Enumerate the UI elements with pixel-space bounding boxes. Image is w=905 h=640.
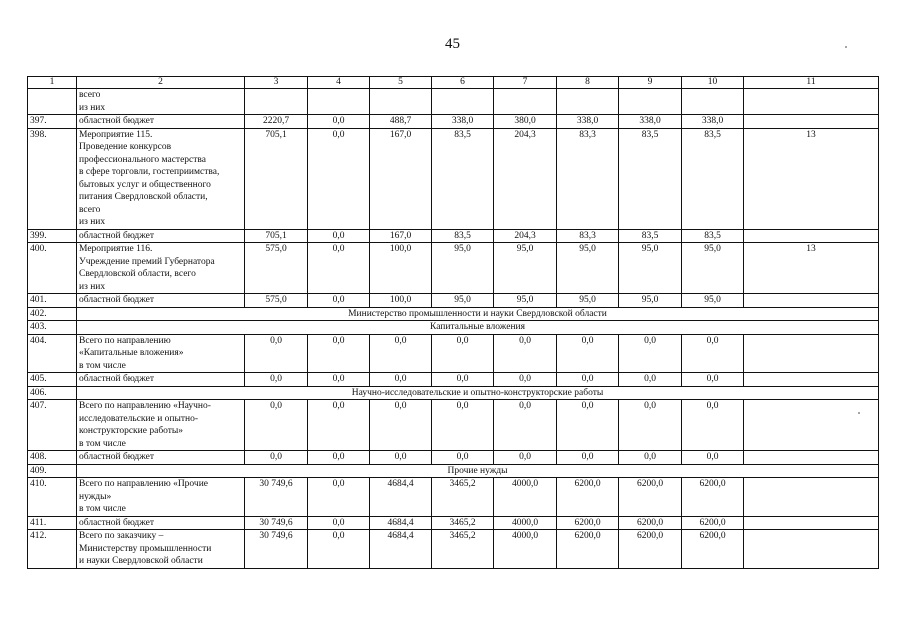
value-cell: 6200,0 <box>557 478 619 517</box>
value-cell: 95,0 <box>432 294 494 308</box>
table-row <box>28 128 879 229</box>
col11-cell <box>744 530 879 569</box>
value-cell: 6200,0 <box>682 478 744 517</box>
row-description <box>77 229 245 243</box>
value-cell: 338,0 <box>432 115 494 129</box>
value-cell: 0,0 <box>370 334 432 373</box>
description-line: в том числе <box>79 504 126 514</box>
value-cell: 6200,0 <box>682 530 744 569</box>
col-header: 5 <box>370 77 432 89</box>
row-number: 409. <box>28 464 77 478</box>
value-cell: 83,5 <box>432 229 494 243</box>
row-description <box>77 243 245 294</box>
col11-cell <box>744 400 879 451</box>
value-cell: 83,3 <box>557 128 619 229</box>
col11-cell: 13 <box>744 243 879 294</box>
value-cell: 0,0 <box>619 451 682 465</box>
value-cell: 204,3 <box>494 128 557 229</box>
row-description <box>77 451 245 465</box>
description-line: из них <box>79 281 106 292</box>
row-description <box>77 115 245 129</box>
value-cell: 0,0 <box>682 400 744 451</box>
description-line: Мероприятие 115. <box>79 129 153 140</box>
table-row <box>28 478 879 517</box>
description-line: исследовательские и опытно- <box>79 413 199 424</box>
row-number: 411. <box>28 516 77 530</box>
description-line: и науки Свердловской области <box>79 556 203 566</box>
value-cell: 0,0 <box>432 400 494 451</box>
value-cell: 0,0 <box>370 373 432 387</box>
row-description <box>77 373 245 387</box>
col11-cell: 13 <box>744 128 879 229</box>
value-cell: 4000,0 <box>494 516 557 530</box>
description-line: из них <box>79 217 106 227</box>
value-cell: 0,0 <box>308 229 370 243</box>
section-row <box>28 386 879 400</box>
value-cell: 338,0 <box>557 115 619 129</box>
description-line: Проведение конкурсов <box>79 142 172 152</box>
table-row <box>28 516 879 530</box>
value-cell: 0,0 <box>557 451 619 465</box>
value-cell <box>494 89 557 115</box>
value-cell: 0,0 <box>308 516 370 530</box>
value-cell: 0,0 <box>494 334 557 373</box>
col-header: 3 <box>245 77 308 89</box>
col-header: 8 <box>557 77 619 89</box>
row-description <box>77 400 245 451</box>
row-description <box>77 530 245 569</box>
row-description <box>77 294 245 308</box>
value-cell: 83,5 <box>432 128 494 229</box>
value-cell: 6200,0 <box>619 530 682 569</box>
table-row <box>28 115 879 129</box>
col-header: 1 <box>28 77 77 89</box>
row-number: 400. <box>28 243 77 294</box>
section-row <box>28 307 879 321</box>
description-line: в том числе <box>79 360 126 371</box>
value-cell: 0,0 <box>682 334 744 373</box>
value-cell: 95,0 <box>494 294 557 308</box>
value-cell <box>619 89 682 115</box>
value-cell: 338,0 <box>682 115 744 129</box>
scan-speck <box>858 412 860 414</box>
col-header: 11 <box>744 77 879 89</box>
table-row <box>28 89 879 115</box>
description-line: бытовых услуг и общественного <box>79 179 211 190</box>
row-description <box>77 334 245 373</box>
col11-cell <box>744 229 879 243</box>
value-cell: 167,0 <box>370 229 432 243</box>
col11-cell <box>744 334 879 373</box>
value-cell: 100,0 <box>370 294 432 308</box>
value-cell: 0,0 <box>245 334 308 373</box>
col11-cell <box>744 294 879 308</box>
table-row <box>28 530 879 569</box>
section-row <box>28 464 879 478</box>
description-line: конструкторские работы» <box>79 426 184 436</box>
table-row <box>28 400 879 451</box>
value-cell: 0,0 <box>557 373 619 387</box>
value-cell: 0,0 <box>494 400 557 451</box>
row-number: 406. <box>28 386 77 400</box>
description-line: областной бюджет <box>79 452 155 462</box>
row-number: 405. <box>28 373 77 387</box>
value-cell: 3465,2 <box>432 516 494 530</box>
description-line: областной бюджет <box>79 517 155 528</box>
col-header: 2 <box>77 77 245 89</box>
value-cell: 100,0 <box>370 243 432 294</box>
value-cell: 0,0 <box>619 400 682 451</box>
section-title: Прочие нужды <box>77 464 879 478</box>
value-cell: 4000,0 <box>494 478 557 517</box>
value-cell: 95,0 <box>557 243 619 294</box>
col11-cell <box>744 478 879 517</box>
value-cell: 705,1 <box>245 229 308 243</box>
row-number: 404. <box>28 334 77 373</box>
description-line: в том числе <box>79 438 126 449</box>
value-cell: 30 749,6 <box>245 516 308 530</box>
value-cell: 83,5 <box>682 229 744 243</box>
value-cell: 95,0 <box>619 243 682 294</box>
value-cell <box>557 89 619 115</box>
value-cell: 575,0 <box>245 294 308 308</box>
value-cell: 167,0 <box>370 128 432 229</box>
description-line: областной бюджет <box>79 230 155 241</box>
value-cell: 30 749,6 <box>245 530 308 569</box>
value-cell: 0,0 <box>432 373 494 387</box>
value-cell: 83,3 <box>557 229 619 243</box>
value-cell: 0,0 <box>432 451 494 465</box>
col-header: 4 <box>308 77 370 89</box>
value-cell: 204,3 <box>494 229 557 243</box>
value-cell: 575,0 <box>245 243 308 294</box>
description-line: питания Свердловской области, <box>79 192 208 202</box>
row-number: 408. <box>28 451 77 465</box>
description-line: областной бюджет <box>79 116 155 126</box>
section-title: Министерство промышленности и науки Свердловской области <box>77 307 879 321</box>
value-cell <box>432 89 494 115</box>
description-line: Всего по заказчику – <box>79 531 164 541</box>
value-cell: 0,0 <box>308 334 370 373</box>
value-cell: 4000,0 <box>494 530 557 569</box>
description-line: профессионального мастерства <box>79 154 206 165</box>
value-cell: 0,0 <box>557 334 619 373</box>
value-cell: 0,0 <box>308 478 370 517</box>
value-cell: 0,0 <box>682 451 744 465</box>
description-line: Всего по направлению <box>79 335 171 346</box>
row-number: 410. <box>28 478 77 517</box>
row-number <box>28 89 77 115</box>
value-cell: 30 749,6 <box>245 478 308 517</box>
value-cell: 6200,0 <box>557 530 619 569</box>
table-row <box>28 451 879 465</box>
value-cell: 0,0 <box>432 334 494 373</box>
value-cell: 6200,0 <box>557 516 619 530</box>
col-header: 9 <box>619 77 682 89</box>
value-cell: 0,0 <box>308 294 370 308</box>
value-cell: 95,0 <box>682 243 744 294</box>
row-number: 402. <box>28 307 77 321</box>
section-title: Научно-исследовательские и опытно-конструкторские работы <box>77 386 879 400</box>
value-cell: 0,0 <box>308 115 370 129</box>
table-row <box>28 373 879 387</box>
page-number: 45 <box>445 36 460 52</box>
value-cell: 0,0 <box>308 243 370 294</box>
description-line: из них <box>79 102 106 113</box>
section-title: Капитальные вложения <box>77 321 879 335</box>
description-line: «Капитальные вложения» <box>79 348 184 358</box>
table-row <box>28 334 879 373</box>
value-cell: 4684,4 <box>370 530 432 569</box>
value-cell: 6200,0 <box>619 516 682 530</box>
col11-cell <box>744 451 879 465</box>
col-header: 6 <box>432 77 494 89</box>
header-row <box>28 77 879 89</box>
value-cell: 0,0 <box>245 373 308 387</box>
description-line: Свердловской области, всего <box>79 269 196 279</box>
description-line: Министерству промышленности <box>79 543 212 554</box>
description-line: Всего по направлению «Научно- <box>79 401 211 411</box>
value-cell: 0,0 <box>308 128 370 229</box>
value-cell: 0,0 <box>682 373 744 387</box>
row-number: 397. <box>28 115 77 129</box>
value-cell: 0,0 <box>494 373 557 387</box>
description-line: областной бюджет <box>79 374 155 384</box>
value-cell: 83,5 <box>619 229 682 243</box>
row-number: 399. <box>28 229 77 243</box>
value-cell <box>245 89 308 115</box>
description-line: всего <box>79 90 101 100</box>
value-cell: 0,0 <box>245 400 308 451</box>
value-cell: 4684,4 <box>370 478 432 517</box>
value-cell: 6200,0 <box>682 516 744 530</box>
table-row <box>28 294 879 308</box>
value-cell: 0,0 <box>308 530 370 569</box>
value-cell <box>308 89 370 115</box>
value-cell: 4684,4 <box>370 516 432 530</box>
row-description <box>77 516 245 530</box>
col-header: 7 <box>494 77 557 89</box>
row-description <box>77 128 245 229</box>
col11-cell <box>744 115 879 129</box>
value-cell: 705,1 <box>245 128 308 229</box>
value-cell: 0,0 <box>308 400 370 451</box>
value-cell: 95,0 <box>557 294 619 308</box>
row-description <box>77 89 245 115</box>
description-line: Всего по направлению «Прочие <box>79 479 209 489</box>
value-cell: 338,0 <box>619 115 682 129</box>
row-number: 407. <box>28 400 77 451</box>
value-cell <box>682 89 744 115</box>
col11-cell <box>744 373 879 387</box>
value-cell: 0,0 <box>619 373 682 387</box>
value-cell: 0,0 <box>619 334 682 373</box>
description-line: Учреждение премий Губернатора <box>79 256 215 267</box>
value-cell: 83,5 <box>619 128 682 229</box>
col-header: 10 <box>682 77 744 89</box>
row-number: 401. <box>28 294 77 308</box>
value-cell: 95,0 <box>682 294 744 308</box>
value-cell: 0,0 <box>245 451 308 465</box>
value-cell: 2220,7 <box>245 115 308 129</box>
table-row <box>28 229 879 243</box>
value-cell: 6200,0 <box>619 478 682 517</box>
row-number: 412. <box>28 530 77 569</box>
value-cell: 3465,2 <box>432 478 494 517</box>
table-row <box>28 243 879 294</box>
col11-cell <box>744 89 879 115</box>
value-cell: 380,0 <box>494 115 557 129</box>
value-cell: 83,5 <box>682 128 744 229</box>
description-line: в сфере торговли, гостеприимства, <box>79 167 220 177</box>
row-number: 403. <box>28 321 77 335</box>
value-cell: 95,0 <box>494 243 557 294</box>
value-cell: 0,0 <box>557 400 619 451</box>
row-description <box>77 478 245 517</box>
value-cell: 0,0 <box>370 400 432 451</box>
description-line: областной бюджет <box>79 295 155 305</box>
value-cell: 95,0 <box>432 243 494 294</box>
description-line: нужды» <box>79 491 112 502</box>
value-cell: 0,0 <box>308 451 370 465</box>
scan-speck <box>845 46 847 48</box>
value-cell: 0,0 <box>494 451 557 465</box>
description-line: всего <box>79 204 101 215</box>
description-line: Мероприятие 116. <box>79 244 153 254</box>
value-cell: 95,0 <box>619 294 682 308</box>
value-cell: 0,0 <box>370 451 432 465</box>
value-cell: 3465,2 <box>432 530 494 569</box>
value-cell: 0,0 <box>308 373 370 387</box>
value-cell <box>370 89 432 115</box>
value-cell: 488,7 <box>370 115 432 129</box>
budget-table <box>27 76 879 569</box>
col11-cell <box>744 516 879 530</box>
section-row <box>28 321 879 335</box>
row-number: 398. <box>28 128 77 229</box>
